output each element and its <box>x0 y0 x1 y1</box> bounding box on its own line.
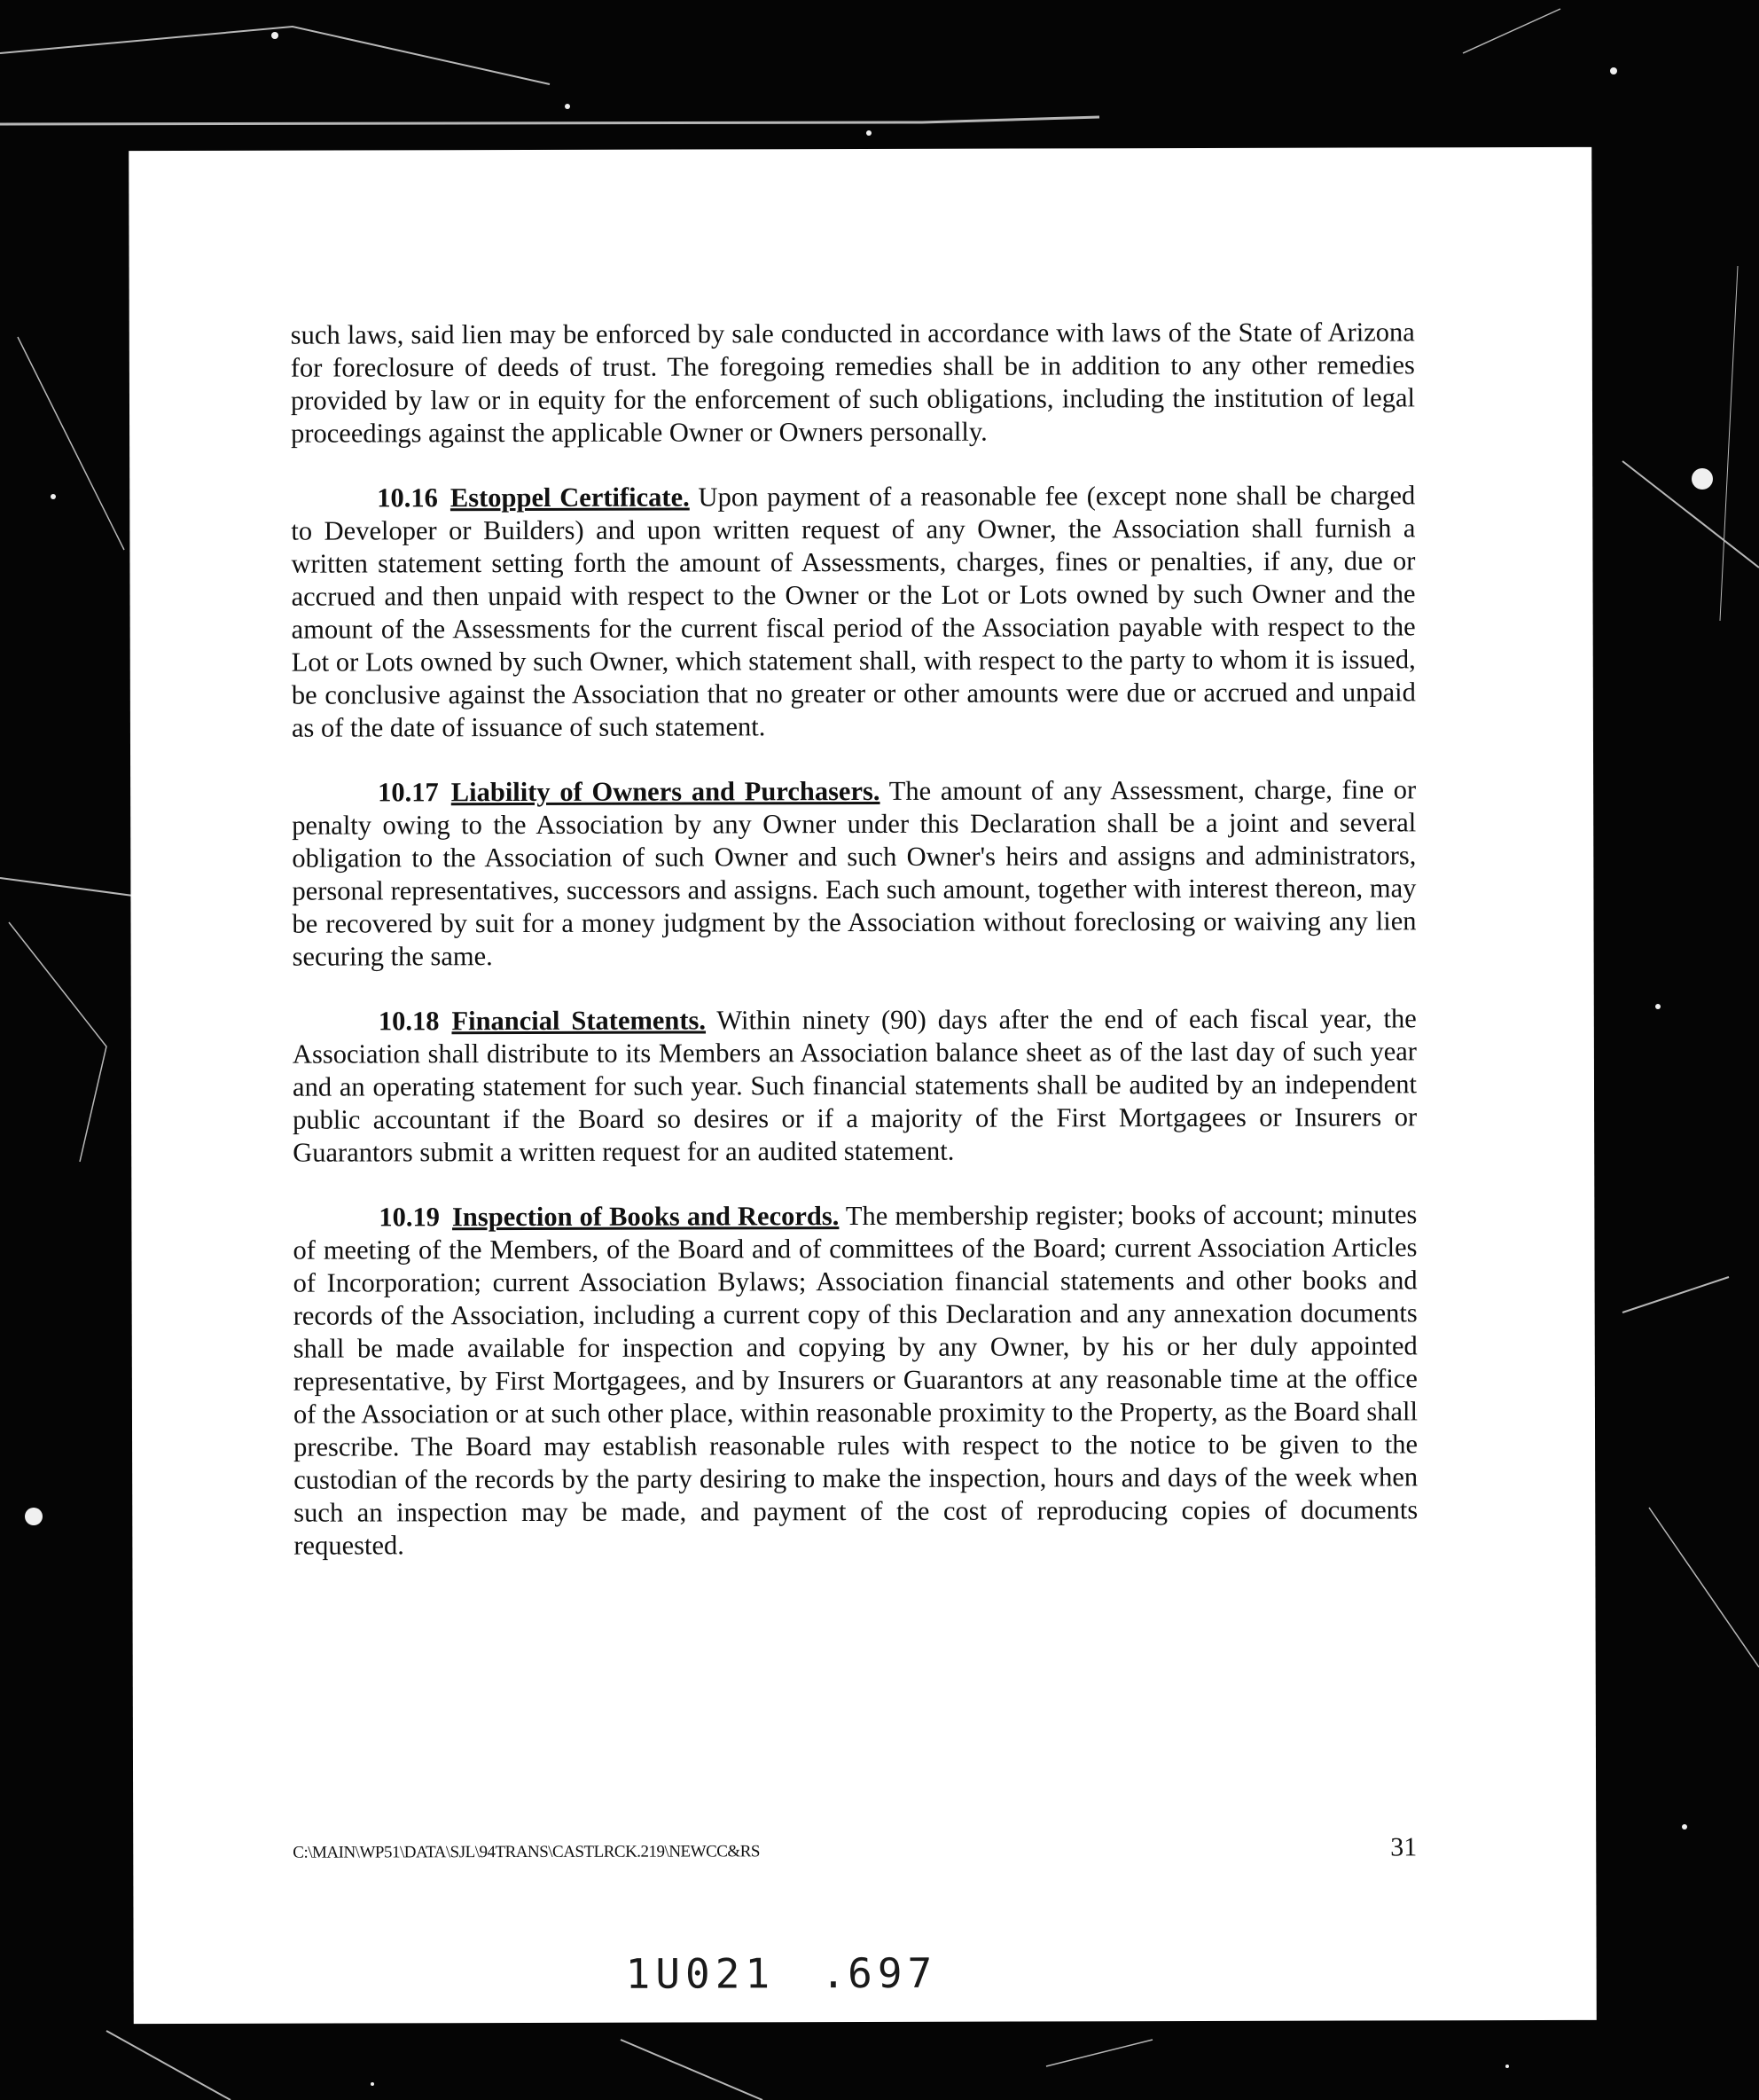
section-10-19 <box>293 1198 1418 1562</box>
section-10-17 <box>292 773 1417 973</box>
stamp-page-number: 697 <box>848 1948 938 1998</box>
section-title: Estoppel Certificate. <box>450 482 690 513</box>
section-text: The amount of any Assessment, charge, fine or penalty owing to the Association by any Owner under this Declaration shall be a joint and several obligation to the Association of such Owner and such Owner's heirs and assigns and administrators, personal representatives, successors and assigns. Each such amount, together with interest thereon, may be recovered by suit for a money judgment by the Association without foreclosing or waiving any lien securing the same. <box>292 774 1417 972</box>
stamp-book-number: 1U021 <box>625 1949 776 1998</box>
page-number: 31 <box>1390 1832 1418 1862</box>
section-10-16 <box>291 479 1416 744</box>
intro-paragraph: such laws, said lien may be enforced by sale conducted in accordance with laws of the State of Arizona for foreclosure of deeds of trust. The foregoing remedies shall be in addition to any other remedies provided by law or in equity for the enforcement of such obligations, including the institution of legal proceedings against the applicable Owner or Owners personally. <box>290 317 1416 449</box>
footer-file-path: C:\MAIN\WP51\DATA\SJL\94TRANS\CASTLRCK.219\NEWCC&RS <box>293 1842 760 1862</box>
document-body <box>291 316 1419 1594</box>
section-10-18 <box>293 1002 1417 1169</box>
section-number: 10.17 <box>378 777 439 808</box>
section-text: Within ninety (90) days after the end of each fiscal year, the Association shall distribute to its Members an Association balance sheet as of the last day of such year and an operating statement for such year. Such financial statements shall be audited by an independent public accountant if the Board so desires or if a majority of the First Mortgagees or Insurers or Guarantors submit a written request for an audited statement. <box>292 1003 1418 1168</box>
section-title: Inspection of Books and Records. <box>451 1201 840 1233</box>
recording-stamp <box>626 1949 938 1998</box>
section-title: Liability of Owners and Purchasers. <box>450 775 880 808</box>
section-text: Upon payment of a reasonable fee (except none shall be charged to Developer or Builders) and upon written request of any Owner, the Association shall furnish a written statement setting forth the amount of Assessments, charges, fines or penalties, if any, due or accrued and then unpaid with respect to the Owner or the Lot or Lots owned by such Owner and the amount of the Assessments for the current fiscal period of the Association payable with respect to the Lot or Lots owned by such Owner, which statement shall, with respect to the party to whom it is issued, be conclusive against the Association that no greater or other amounts were due or accrued and unpaid as of the date of issuance of such statement. <box>291 480 1416 743</box>
section-number: 10.19 <box>379 1202 441 1233</box>
stamp-dot: . <box>821 1949 851 1998</box>
document-page <box>129 147 1597 2024</box>
section-title: Financial Statements. <box>451 1005 707 1037</box>
section-number: 10.18 <box>378 1006 440 1037</box>
section-text: The membership register; books of account; minutes of meeting of the Members, of the Board and of committees of the Board; current Association Articles of Incorporation; current Association Bylaws; Association financial statements and other books and records of the Association, including a current copy of this Declaration and any annexation documents shall be made available for inspection and copying by any Owner, by his or her duly appointed representative, by First Mortgagees, and by Insurers or Guarantors at any reasonable time at the office of the Association or at such other place, within reasonable proximity to the Property, as the Board shall prescribe. The Board may establish reasonable rules with respect to the notice to be given to the custodian of the records by the party desiring to make the inspection, hours and days of the week when such an inspection may be made, and payment of the cost of reproducing copies of documents requested. <box>293 1199 1419 1561</box>
section-number: 10.16 <box>377 482 438 513</box>
